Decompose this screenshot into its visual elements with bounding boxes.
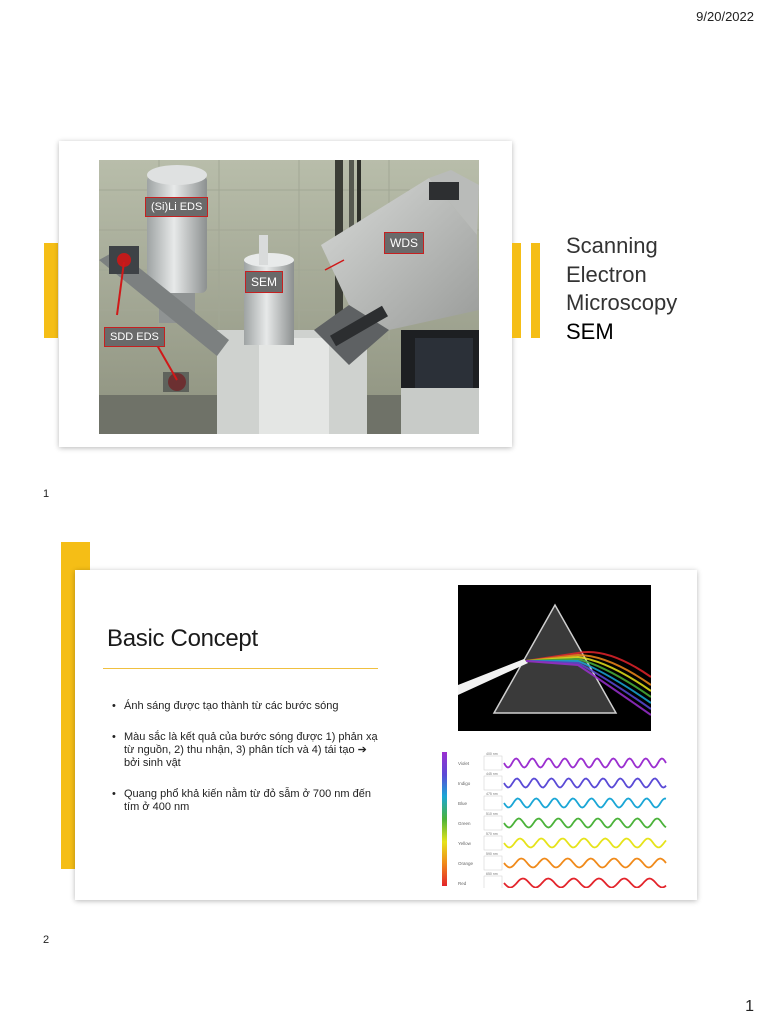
spectrum-wave bbox=[504, 879, 666, 888]
spectrum-wave bbox=[504, 759, 666, 768]
bullet-list bbox=[112, 700, 382, 832]
photo-label-sili-eds: (Si)Li EDS bbox=[145, 197, 208, 217]
spectrum-wave bbox=[504, 839, 666, 848]
prism-drawing bbox=[458, 585, 651, 731]
title-abbrev: SEM bbox=[566, 318, 614, 344]
slide1-title bbox=[566, 232, 677, 346]
bullet-item: • Màu sắc là kết quả của bước sóng được 1) phản xạ từ nguồn, 2) thu nhận, 3) phân tích và 4) tái tạo ➔ bởi sinh vật bbox=[112, 731, 382, 770]
prism-image bbox=[458, 585, 651, 731]
spectrum-wave-sample-box bbox=[484, 816, 502, 830]
spectrum-wavelength-label: 510 nm bbox=[486, 812, 498, 816]
slide2-number: 2 bbox=[43, 934, 50, 946]
spectrum-wavelength-label: 475 nm bbox=[486, 792, 498, 796]
spectrum-color-label: Green bbox=[458, 821, 471, 826]
spectrum-wave-sample-box bbox=[484, 776, 502, 790]
spectrum-wave bbox=[504, 859, 666, 868]
title-line-3: Microscopy bbox=[566, 290, 678, 315]
spectrum-color-label: Indigo bbox=[458, 781, 471, 786]
spectrum-wavelength-label: 590 nm bbox=[486, 852, 498, 856]
spectrum-drawing bbox=[438, 746, 668, 888]
photo-label-sdd-eds: SDD EDS bbox=[104, 327, 165, 347]
spectrum-wave-sample-box bbox=[484, 856, 502, 870]
slide1-number: 1 bbox=[43, 488, 50, 500]
spectrum-wave-sample-box bbox=[484, 756, 502, 770]
slide1-accent-bar-left bbox=[44, 243, 58, 338]
spectrum-wave-sample-box bbox=[484, 876, 502, 888]
spectrum-wave bbox=[504, 799, 666, 808]
bullet-item: • Quang phổ khả kiến nằm từ đỏ sẫm ở 700 nm đến tím ở 400 nm bbox=[112, 788, 382, 814]
sheet-page-number: 1 bbox=[745, 998, 754, 1015]
slide2-title: Basic Concept bbox=[107, 625, 258, 652]
spectrum-chart bbox=[438, 746, 668, 888]
print-date: 9/20/2022 bbox=[696, 9, 754, 24]
bullet-item: • Ánh sáng được tạo thành từ các bước sóng bbox=[112, 700, 382, 713]
title-line-2: Electron bbox=[566, 261, 647, 287]
slide2-accent-bar-left bbox=[61, 542, 76, 869]
spectrum-wave bbox=[504, 779, 666, 788]
spectrum-wavelength-label: 650 nm bbox=[486, 872, 498, 876]
spectrum-color-label: Blue bbox=[458, 801, 468, 806]
spectrum-color-label: Orange bbox=[458, 861, 474, 866]
spectrum-color-label: Red bbox=[458, 881, 467, 886]
spectrum-wavelength-label: 400 nm bbox=[486, 752, 498, 756]
spectrum-wave-sample-box bbox=[484, 836, 502, 850]
title-underline bbox=[103, 668, 378, 669]
photo-label-sem: SEM bbox=[245, 271, 283, 293]
sem-instrument-photo bbox=[99, 160, 479, 434]
spectrum-color-label: Yellow bbox=[458, 841, 471, 846]
slide2-accent-bar-top bbox=[61, 542, 90, 572]
photo-label-wds: WDS bbox=[384, 232, 424, 254]
spectrum-wavelength-label: 570 nm bbox=[486, 832, 498, 836]
title-line-1: Scanning bbox=[566, 233, 658, 258]
spectrum-wave-sample-box bbox=[484, 796, 502, 810]
spectrum-wave bbox=[504, 819, 666, 828]
spectrum-wavelength-label: 445 nm bbox=[486, 772, 498, 776]
spectrum-color-label: Violet bbox=[458, 761, 470, 766]
